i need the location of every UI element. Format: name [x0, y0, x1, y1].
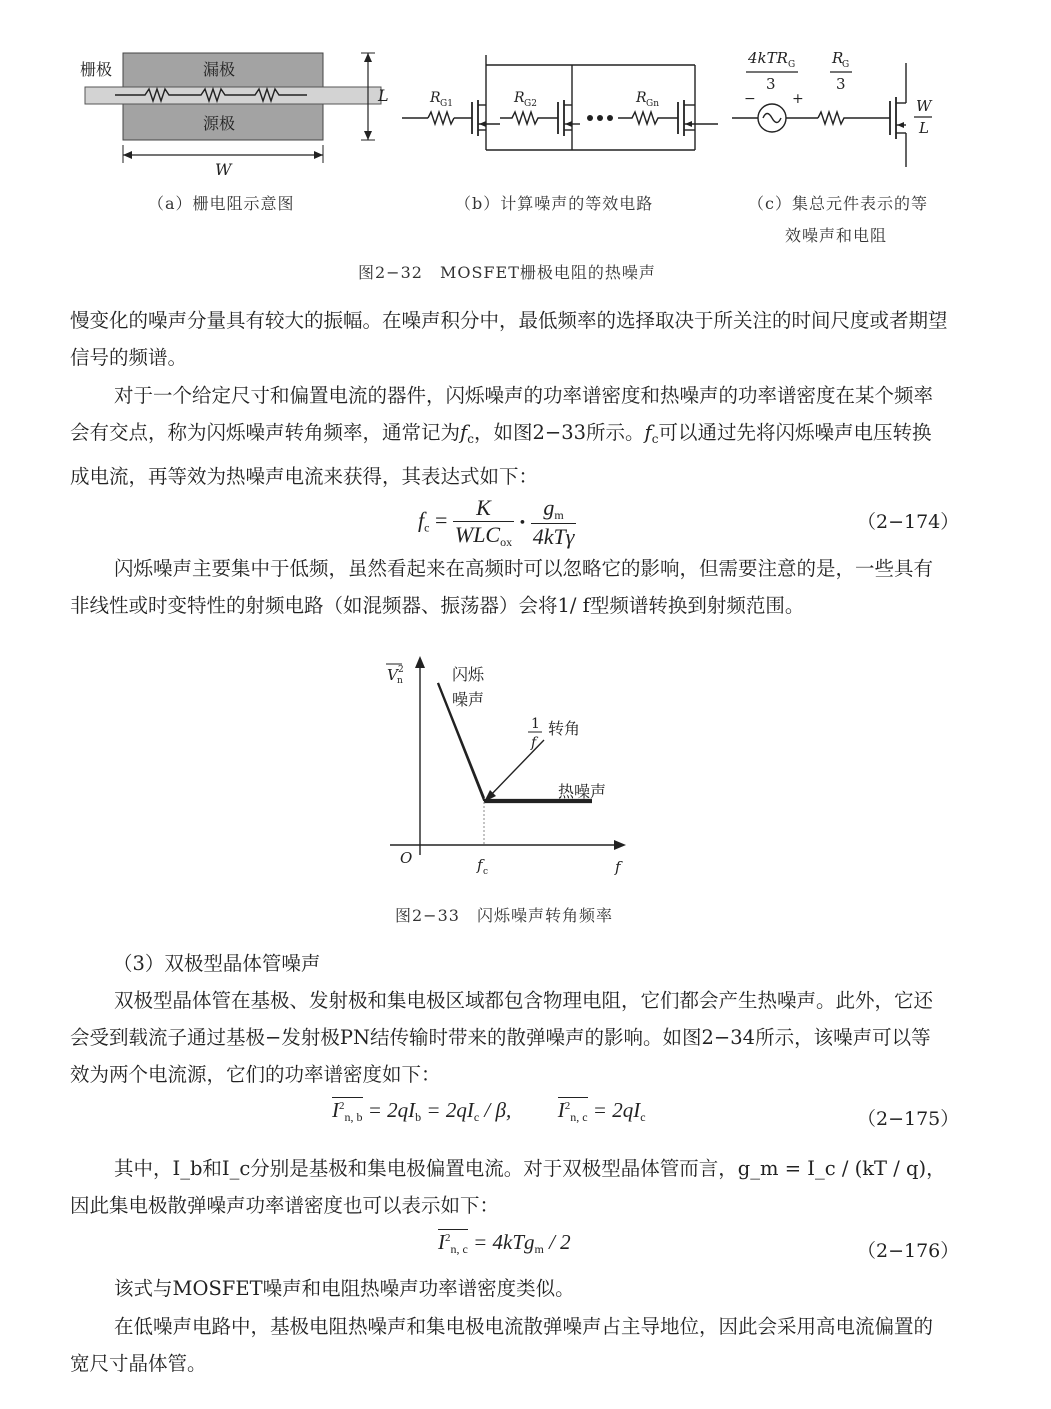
equation-2-176: $I^2_{n, c} = 4kTg_m / 2$	[438, 1230, 571, 1256]
figure-2-33-caption: 图2−33 闪烁噪声转角频率	[395, 906, 613, 925]
svg-text:G: G	[788, 60, 796, 70]
svg-text:3: 3	[836, 75, 846, 93]
equation-2-175: $I^2_{n, b} = 2qI_b = 2qI_c / \beta$, $I^2_{n, c} = 2qI_c$	[332, 1098, 646, 1124]
svg-text:3: 3	[766, 75, 776, 93]
svg-text:4kTR: 4kTR	[748, 49, 788, 67]
figure-2-32a	[75, 45, 395, 180]
svg-text:−: −	[744, 91, 756, 107]
figure-2-32b	[400, 50, 720, 170]
svg-text:f: f	[477, 856, 483, 874]
svg-text:G2: G2	[524, 99, 537, 109]
W-label: W	[215, 160, 232, 179]
caption-b: （b）计算噪声的等效电路	[455, 194, 654, 213]
drain-label: 漏极	[203, 60, 236, 79]
svg-text:c: c	[483, 867, 489, 877]
svg-text:G1: G1	[440, 99, 453, 109]
svg-text:R: R	[636, 90, 647, 106]
svg-text:闪烁: 闪烁	[452, 665, 485, 684]
svg-text:f: f	[615, 858, 621, 876]
svg-text:转角: 转角	[548, 719, 581, 738]
paragraph-5: 其中，I_b和I_c分别是基极和集电极偏置电流。对于双极型晶体管而言，g_m = I_c / (kT / q)， 因此集电极散弹噪声功率谱密度也可以表示如下：	[70, 1157, 946, 1217]
svg-text:1: 1	[531, 716, 540, 732]
paragraph-4: 双极型晶体管在基极、发射极和集电极区域都包含物理电阻，它们都会产生热噪声。此外，它还会受到载流子通过基极−发射极PN结传输时带来的散弹噪声的影响。如图2−34所示，该噪声可以等效为两个电流源，它们的功率谱密度如下：	[70, 989, 934, 1086]
gate-label: 栅极	[80, 60, 113, 79]
svg-text:V: V	[387, 666, 398, 684]
caption-c-line2: 效噪声和电阻	[785, 226, 888, 245]
svg-text:f: f	[531, 735, 537, 751]
figure-2-32-caption: 图2−32 MOSFET栅极电阻的热噪声	[358, 263, 656, 282]
svg-text:2: 2	[398, 665, 404, 675]
svg-text:R: R	[832, 49, 844, 67]
svg-text:G: G	[842, 60, 850, 70]
paragraph-7: 在低噪声电路中，基极电阻热噪声和集电极电流散弹噪声占主导地位，因此会采用高电流偏置的宽尺寸晶体管。	[70, 1315, 934, 1375]
svg-text:+: +	[792, 91, 804, 107]
svg-text:噪声: 噪声	[452, 690, 485, 709]
svg-text:n: n	[397, 676, 403, 686]
equation-number-2-175: （2−175）	[857, 1108, 960, 1130]
figure-2-33	[380, 650, 640, 885]
source-label: 源极	[203, 114, 236, 133]
equation-number-2-176: （2−176）	[857, 1240, 960, 1262]
figure-2-32c	[730, 45, 950, 175]
paragraph-6: 该式与MOSFET噪声和电阻热噪声功率谱密度类似。	[114, 1277, 575, 1300]
svg-text:L: L	[919, 119, 929, 137]
paragraph-2: 对于一个给定尺寸和偏置电流的器件，闪烁噪声的功率谱密度和热噪声的功率谱密度在某个频率会有交点，称为闪烁噪声转角频率，通常记为$f_c$，如图2−33所示。$f_c$可以通过先将闪烁噪声电压转换成电流，再等效为热噪声电流来获得，其表达式如下：	[70, 384, 934, 488]
paragraph-1: 慢变化的噪声分量具有较大的振幅。在噪声积分中，最低频率的选择取决于所关注的时间尺度或者期望信号的频谱。	[70, 309, 948, 369]
equation-number-2-174: （2−174）	[857, 511, 960, 533]
caption-c-line1: （c）集总元件表示的等	[748, 194, 928, 213]
svg-text:R: R	[514, 90, 525, 106]
section-heading-bjt-noise: （3）双极型晶体管噪声	[113, 952, 321, 975]
caption-a: （a）栅电阻示意图	[148, 194, 295, 213]
svg-text:R: R	[430, 90, 441, 106]
svg-text:热噪声: 热噪声	[558, 782, 607, 801]
svg-text:W: W	[916, 97, 932, 115]
L-label: L	[378, 86, 389, 105]
equation-2-174: $f_c$ = $\frac{K}{WLC_{ox}}$ • $\frac{g_m}{\text{4kTγ}}$	[418, 495, 575, 549]
svg-text:O: O	[400, 849, 413, 867]
paragraph-3: 闪烁噪声主要集中于低频，虽然看起来在高频时可以忽略它的影响，但需要注意的是，一些具有非线性或时变特性的射频电路（如混频器、振荡器）会将1/ f型频谱转换到射频范围。	[70, 557, 934, 617]
svg-text:Gn: Gn	[646, 99, 659, 109]
